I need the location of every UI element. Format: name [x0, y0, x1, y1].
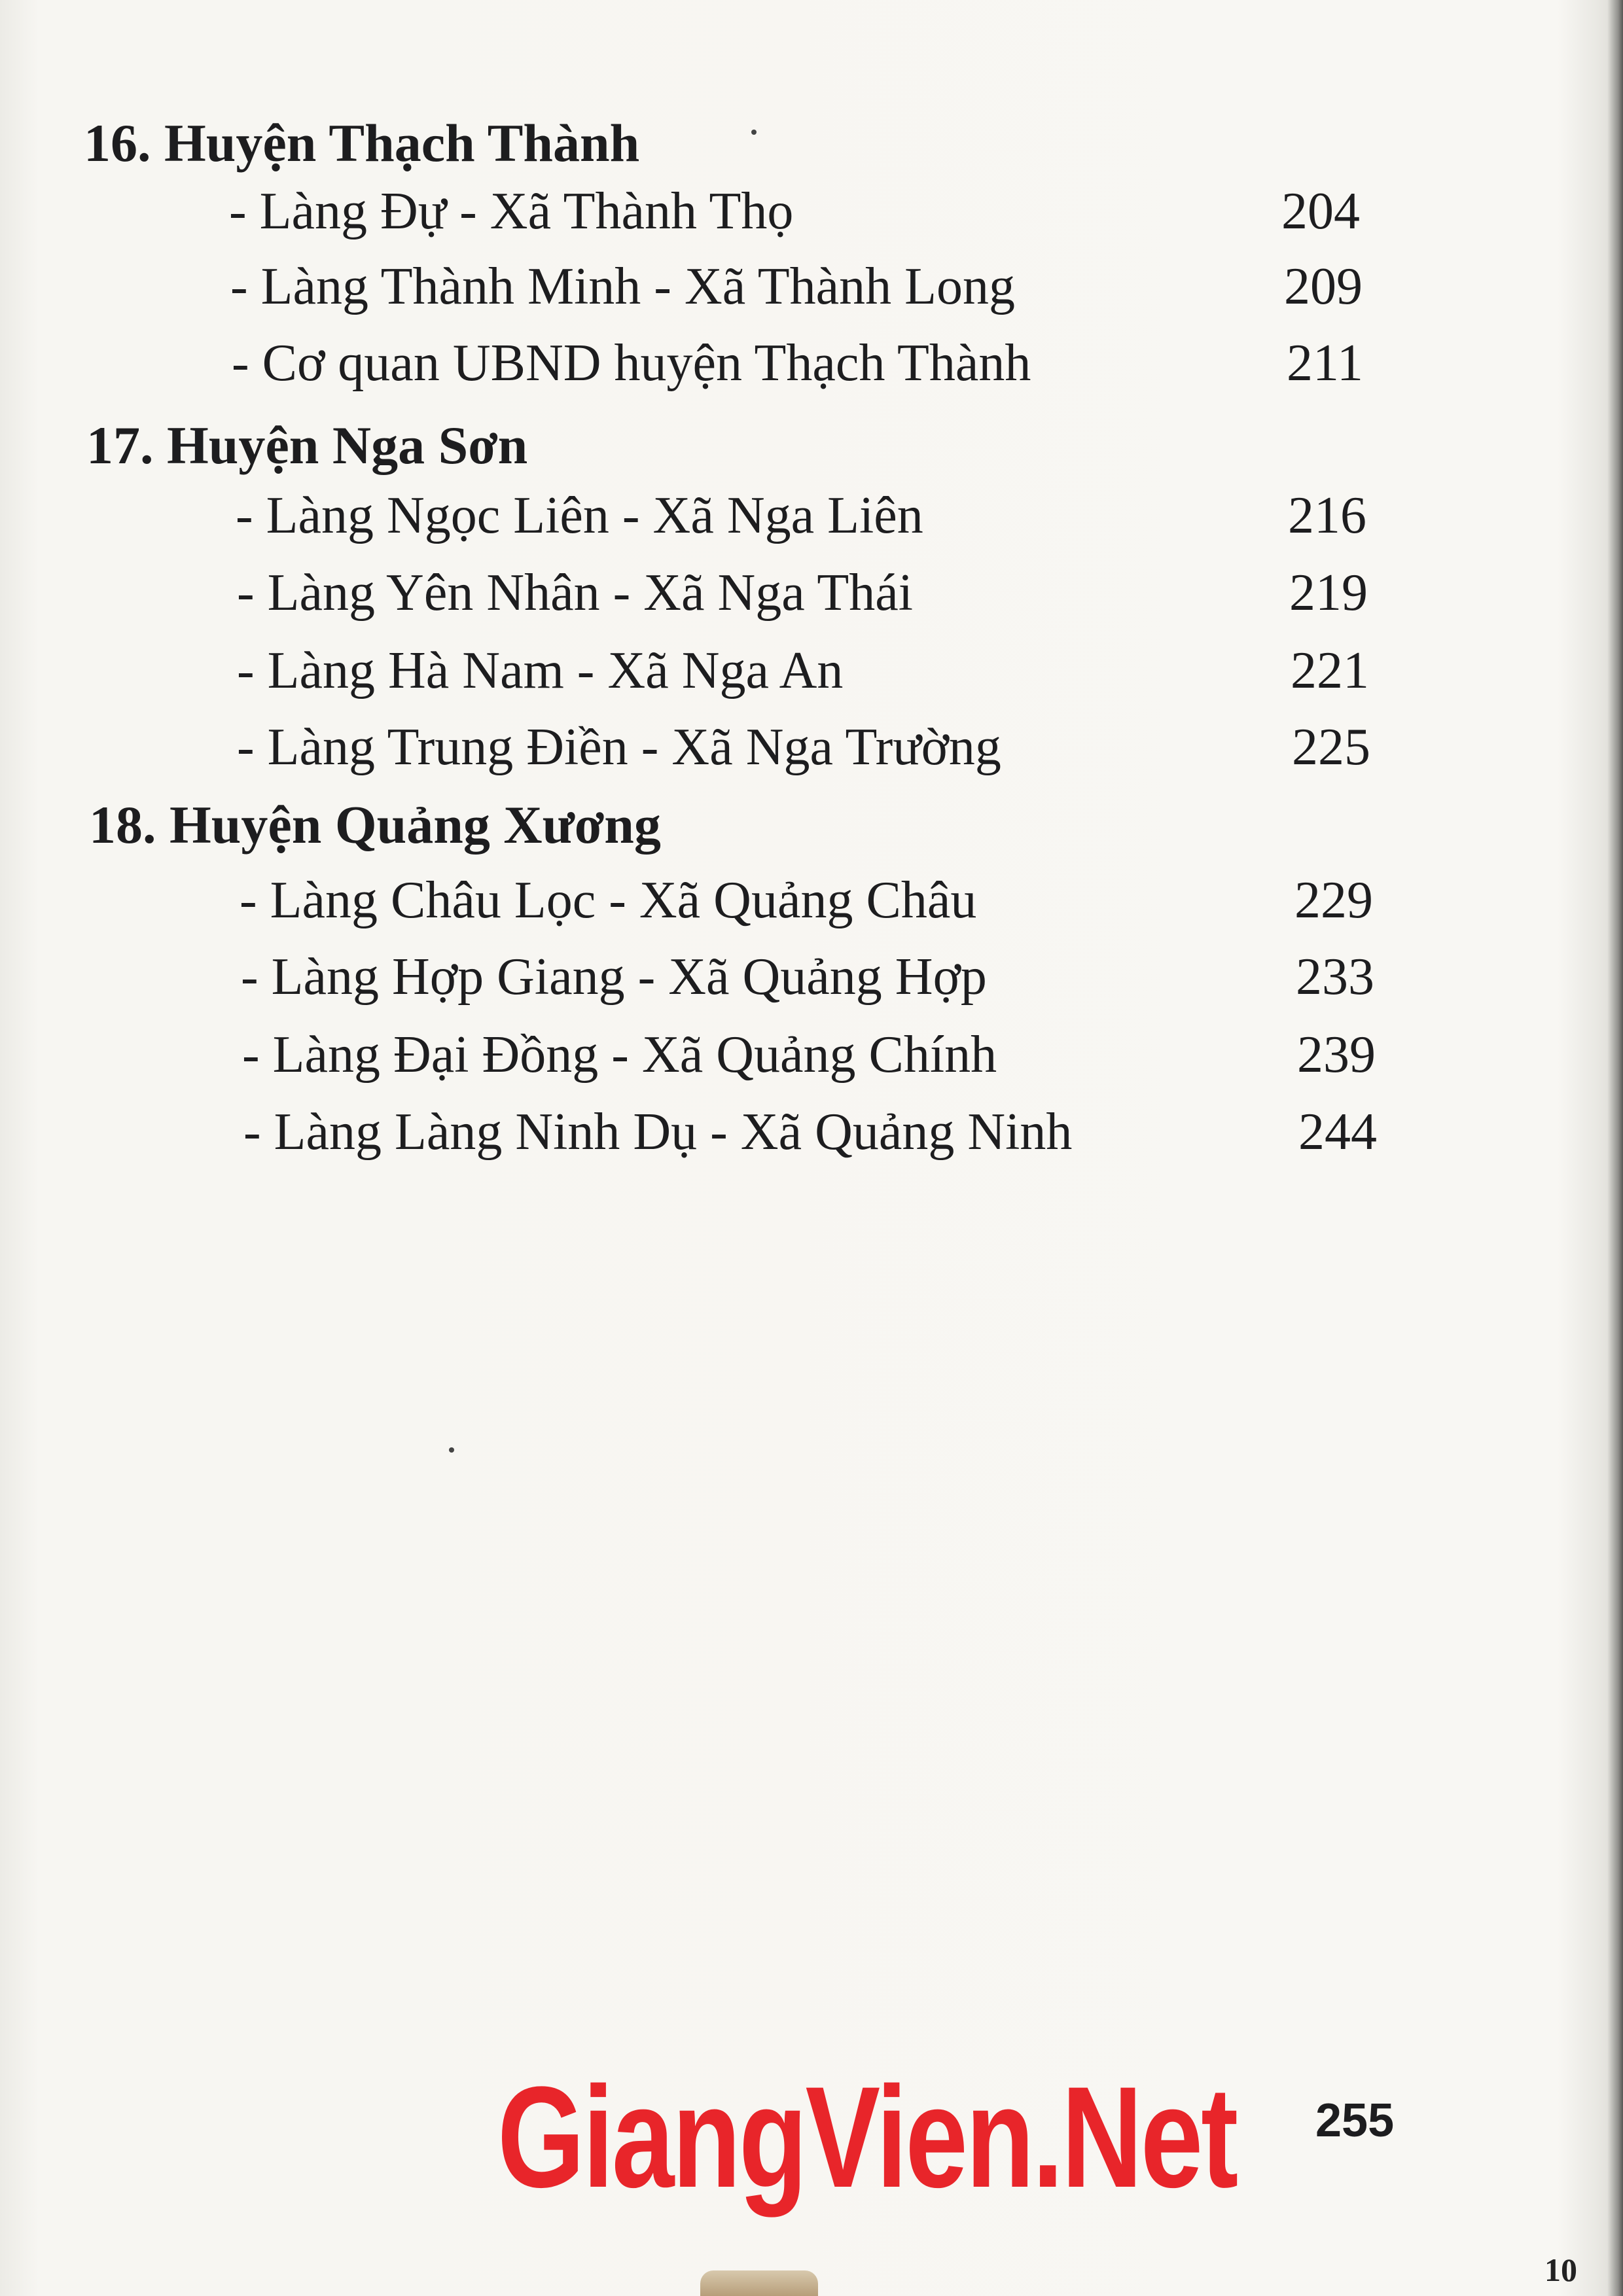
toc-entry-label: - Làng Trung Điền - Xã Nga Trường — [237, 718, 1001, 776]
toc-entry-page: 204 — [1281, 183, 1360, 240]
toc-entry-label: - Làng Châu Lọc - Xã Quảng Châu — [240, 872, 977, 929]
toc-entry-page: 221 — [1291, 642, 1369, 699]
toc-entry-page: 216 — [1288, 487, 1366, 544]
toc-entry[interactable] — [0, 874, 1623, 940]
toc-entry[interactable] — [0, 1026, 1623, 1094]
toc-entry-page: 211 — [1287, 334, 1364, 392]
toc-entry[interactable] — [0, 260, 1623, 326]
binding-thread — [700, 2270, 818, 2296]
print-speck — [449, 1447, 454, 1453]
toc-entry-label: - Làng Đự - Xã Thành Thọ — [229, 183, 794, 240]
page-number: 255 — [1315, 2094, 1395, 2147]
toc-entry-label: - Làng Hợp Giang - Xã Quảng Hợp — [241, 948, 987, 1006]
toc-entry[interactable] — [0, 1103, 1623, 1171]
toc-entry-label: - Làng Thành Minh - Xã Thành Long — [230, 258, 1016, 315]
toc-entry[interactable] — [0, 948, 1623, 1016]
toc-entry-page: 225 — [1292, 718, 1370, 776]
corner-mark: 10 — [1544, 2252, 1577, 2288]
toc-entry[interactable] — [0, 185, 1623, 251]
section-title: 16. Huyện Thạch Thành — [84, 113, 640, 173]
print-speck — [751, 130, 757, 135]
toc-entry-page: 239 — [1297, 1026, 1376, 1084]
section-title: 17. Huyện Nga Sơn — [86, 415, 528, 475]
toc-entry-page: 209 — [1284, 258, 1363, 315]
toc-entry[interactable] — [0, 564, 1623, 632]
toc-entry[interactable] — [0, 334, 1623, 402]
toc-entry[interactable] — [0, 642, 1623, 710]
section-title: 18. Huyện Quảng Xương — [89, 795, 661, 855]
toc-entry-page: 229 — [1294, 872, 1373, 929]
toc-entry-label: - Cơ quan UBND huyện Thạch Thành — [232, 334, 1031, 392]
toc-entry-label: - Làng Đại Đồng - Xã Quảng Chính — [242, 1026, 997, 1084]
toc-entry[interactable] — [0, 489, 1623, 555]
toc-entry-page: 233 — [1296, 948, 1374, 1006]
toc-entry-label: - Làng Làng Ninh Dụ - Xã Quảng Ninh — [243, 1103, 1073, 1161]
toc-entry[interactable] — [0, 718, 1623, 786]
toc-entry-page: 219 — [1289, 564, 1368, 622]
toc-entry-label: - Làng Yên Nhân - Xã Nga Thái — [237, 564, 913, 622]
watermark-logo: GiangVien.Net — [497, 2057, 1237, 2217]
toc-entry-page: 244 — [1298, 1103, 1377, 1161]
toc-entry-label: - Làng Hà Nam - Xã Nga An — [237, 642, 844, 699]
toc-entry-label: - Làng Ngọc Liên - Xã Nga Liên — [236, 487, 923, 544]
